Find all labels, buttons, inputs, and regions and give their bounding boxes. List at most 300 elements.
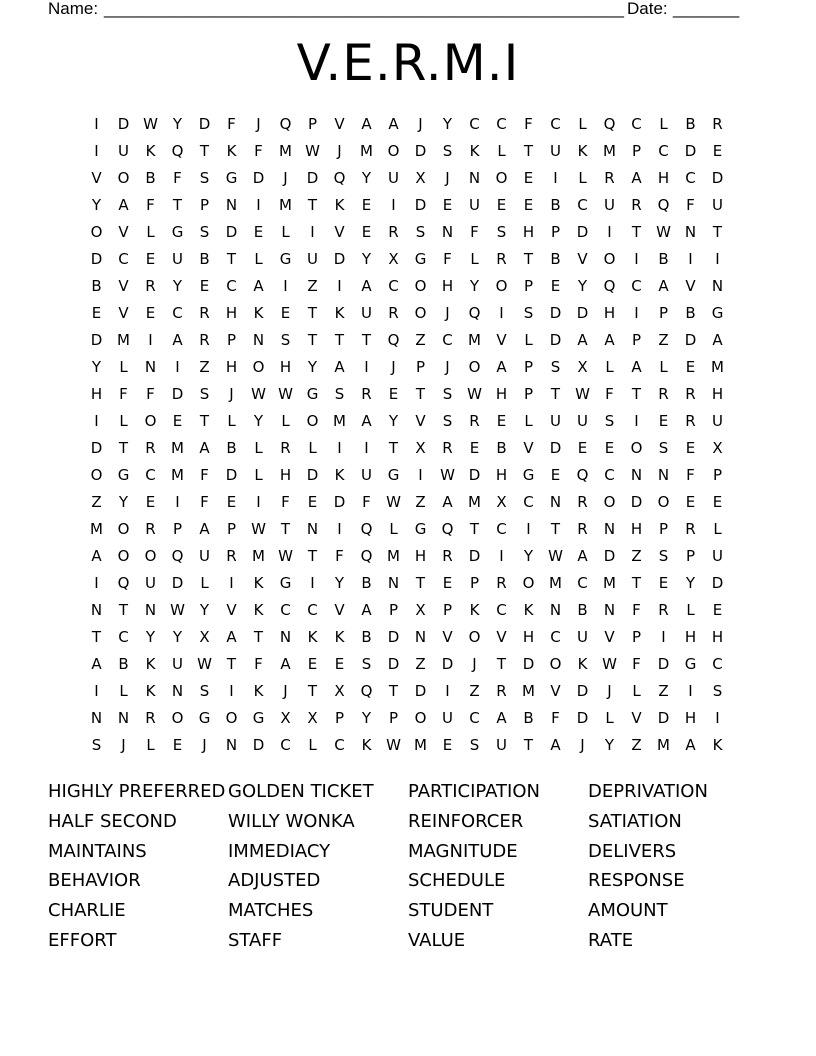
grid-letter[interactable]: Q xyxy=(576,466,589,484)
grid-letter[interactable]: C xyxy=(631,115,642,133)
grid-letter[interactable]: Z xyxy=(658,682,669,700)
grid-letter[interactable]: I xyxy=(634,412,639,430)
grid-letter[interactable]: E xyxy=(442,574,453,592)
grid-letter[interactable]: L xyxy=(524,331,533,349)
grid-letter[interactable]: J xyxy=(256,115,261,133)
grid-letter[interactable]: U xyxy=(145,574,156,592)
grid-letter[interactable]: H xyxy=(711,628,724,646)
grid-letter[interactable]: T xyxy=(523,142,534,160)
grid-letter[interactable]: J xyxy=(283,169,288,187)
grid-letter[interactable]: V xyxy=(604,628,615,646)
grid-letter[interactable]: L xyxy=(632,682,641,700)
grid-letter[interactable]: H xyxy=(279,466,292,484)
grid-letter[interactable]: J xyxy=(445,358,450,376)
grid-letter[interactable]: L xyxy=(524,412,533,430)
grid-letter[interactable]: S xyxy=(199,169,210,187)
grid-letter[interactable]: M xyxy=(468,493,481,511)
grid-letter[interactable]: A xyxy=(334,358,345,376)
grid-letter[interactable]: F xyxy=(200,466,209,484)
grid-letter[interactable]: R xyxy=(685,385,696,403)
grid-letter[interactable]: W xyxy=(602,655,617,673)
grid-letter[interactable]: G xyxy=(414,250,427,268)
grid-letter[interactable]: H xyxy=(522,628,535,646)
grid-letter[interactable]: T xyxy=(226,655,237,673)
grid-letter[interactable]: T xyxy=(550,520,561,538)
grid-letter[interactable]: E xyxy=(307,493,318,511)
grid-letter[interactable]: L xyxy=(659,115,668,133)
grid-letter[interactable]: P xyxy=(523,358,534,376)
grid-letter[interactable]: O xyxy=(144,412,157,430)
grid-letter[interactable]: H xyxy=(603,304,616,322)
grid-letter[interactable]: S xyxy=(199,682,210,700)
grid-letter[interactable]: B xyxy=(550,196,561,214)
grid-letter[interactable]: U xyxy=(577,412,588,430)
grid-letter[interactable]: A xyxy=(118,196,129,214)
grid-letter[interactable]: D xyxy=(576,682,589,700)
grid-letter[interactable]: T xyxy=(334,331,345,349)
grid-letter[interactable]: G xyxy=(171,223,184,241)
grid-letter[interactable]: B xyxy=(685,304,696,322)
grid-letter[interactable]: O xyxy=(495,277,508,295)
grid-letter[interactable]: A xyxy=(604,331,615,349)
date-field-line[interactable]: _______ xyxy=(673,0,740,18)
grid-letter[interactable]: C xyxy=(550,115,561,133)
grid-letter[interactable]: G xyxy=(117,466,130,484)
grid-letter[interactable]: C xyxy=(172,304,183,322)
grid-letter[interactable]: I xyxy=(634,304,639,322)
grid-letter[interactable]: X xyxy=(388,250,399,268)
grid-letter[interactable]: I xyxy=(337,439,342,457)
grid-letter[interactable]: B xyxy=(226,439,237,457)
grid-letter[interactable]: T xyxy=(253,628,264,646)
grid-letter[interactable]: I xyxy=(499,547,504,565)
grid-letter[interactable]: R xyxy=(442,547,453,565)
grid-letter[interactable]: D xyxy=(252,169,265,187)
grid-letter[interactable]: P xyxy=(334,709,345,727)
grid-letter[interactable]: R xyxy=(388,223,399,241)
grid-letter[interactable]: L xyxy=(281,412,290,430)
grid-letter[interactable]: I xyxy=(499,304,504,322)
grid-letter[interactable]: I xyxy=(229,682,234,700)
grid-letter[interactable]: K xyxy=(469,142,480,160)
grid-letter[interactable]: T xyxy=(118,601,129,619)
grid-letter[interactable]: H xyxy=(522,223,535,241)
grid-letter[interactable]: G xyxy=(279,250,292,268)
grid-letter[interactable]: A xyxy=(91,655,102,673)
grid-letter[interactable]: D xyxy=(468,466,481,484)
grid-letter[interactable]: I xyxy=(310,223,315,241)
grid-letter[interactable]: I xyxy=(715,250,720,268)
grid-letter[interactable]: K xyxy=(253,574,264,592)
grid-letter[interactable]: G xyxy=(198,709,211,727)
grid-letter[interactable]: Y xyxy=(442,115,453,133)
grid-letter[interactable]: R xyxy=(685,520,696,538)
grid-letter[interactable]: A xyxy=(577,547,588,565)
grid-letter[interactable]: N xyxy=(90,601,103,619)
grid-letter[interactable]: P xyxy=(226,331,237,349)
grid-letter[interactable]: A xyxy=(712,331,723,349)
grid-letter[interactable]: Y xyxy=(388,412,399,430)
grid-letter[interactable]: M xyxy=(468,331,481,349)
grid-letter[interactable]: U xyxy=(469,196,480,214)
grid-letter[interactable]: E xyxy=(712,142,723,160)
grid-letter[interactable]: W xyxy=(386,493,401,511)
grid-letter[interactable]: H xyxy=(711,385,724,403)
grid-letter[interactable]: C xyxy=(496,520,507,538)
grid-letter[interactable]: L xyxy=(200,574,209,592)
grid-letter[interactable]: V xyxy=(226,601,237,619)
grid-letter[interactable]: R xyxy=(145,439,156,457)
grid-letter[interactable]: Q xyxy=(171,547,184,565)
grid-letter[interactable]: B xyxy=(550,250,561,268)
grid-letter[interactable]: B xyxy=(685,115,696,133)
grid-letter[interactable]: I xyxy=(256,493,261,511)
grid-letter[interactable]: R xyxy=(361,385,372,403)
grid-letter[interactable]: C xyxy=(334,736,345,754)
grid-letter[interactable]: F xyxy=(254,655,263,673)
grid-letter[interactable]: P xyxy=(712,466,723,484)
grid-letter[interactable]: E xyxy=(523,196,534,214)
grid-letter[interactable]: D xyxy=(576,223,589,241)
grid-letter[interactable]: V xyxy=(118,223,129,241)
grid-letter[interactable]: T xyxy=(496,655,507,673)
grid-letter[interactable]: C xyxy=(388,277,399,295)
grid-letter[interactable]: D xyxy=(684,142,697,160)
grid-letter[interactable]: S xyxy=(199,385,210,403)
grid-letter[interactable]: O xyxy=(225,709,238,727)
grid-letter[interactable]: I xyxy=(337,277,342,295)
grid-letter[interactable]: U xyxy=(604,196,615,214)
grid-letter[interactable]: F xyxy=(686,466,695,484)
grid-letter[interactable]: Y xyxy=(91,358,102,376)
grid-letter[interactable]: P xyxy=(226,520,237,538)
grid-letter[interactable]: O xyxy=(630,439,643,457)
grid-letter[interactable]: S xyxy=(523,304,534,322)
grid-letter[interactable]: T xyxy=(307,682,318,700)
grid-letter[interactable]: P xyxy=(523,385,534,403)
grid-letter[interactable]: D xyxy=(306,169,319,187)
grid-letter[interactable]: D xyxy=(711,169,724,187)
grid-letter[interactable]: X xyxy=(415,169,426,187)
grid-letter[interactable]: N xyxy=(711,277,724,295)
grid-letter[interactable]: R xyxy=(388,304,399,322)
grid-letter[interactable]: X xyxy=(577,358,588,376)
grid-letter[interactable]: M xyxy=(279,196,292,214)
grid-letter[interactable]: Q xyxy=(387,331,400,349)
grid-letter[interactable]: K xyxy=(334,196,345,214)
grid-letter[interactable]: Q xyxy=(360,520,373,538)
grid-letter[interactable]: Y xyxy=(91,196,102,214)
grid-letter[interactable]: G xyxy=(711,304,724,322)
grid-letter[interactable]: I xyxy=(310,574,315,592)
grid-letter[interactable]: Y xyxy=(199,601,210,619)
grid-letter[interactable]: U xyxy=(550,412,561,430)
grid-letter[interactable]: Y xyxy=(361,169,372,187)
grid-letter[interactable]: F xyxy=(551,709,560,727)
grid-letter[interactable]: A xyxy=(442,493,453,511)
grid-letter[interactable]: A xyxy=(361,412,372,430)
grid-letter[interactable]: O xyxy=(117,169,130,187)
grid-letter[interactable]: P xyxy=(388,601,399,619)
grid-letter[interactable]: A xyxy=(361,601,372,619)
grid-letter[interactable]: Q xyxy=(657,196,670,214)
grid-letter[interactable]: S xyxy=(604,412,615,430)
grid-letter[interactable]: M xyxy=(252,547,265,565)
grid-letter[interactable]: G xyxy=(306,385,319,403)
grid-letter[interactable]: F xyxy=(227,115,236,133)
grid-letter[interactable]: H xyxy=(657,169,670,187)
grid-letter[interactable]: O xyxy=(414,709,427,727)
grid-letter[interactable]: L xyxy=(686,601,695,619)
grid-letter[interactable]: L xyxy=(254,250,263,268)
grid-letter[interactable]: S xyxy=(361,655,372,673)
grid-letter[interactable]: E xyxy=(523,169,534,187)
grid-letter[interactable]: O xyxy=(90,223,103,241)
grid-letter[interactable]: A xyxy=(550,736,561,754)
grid-letter[interactable]: T xyxy=(712,223,723,241)
grid-letter[interactable]: I xyxy=(256,196,261,214)
grid-letter[interactable]: O xyxy=(117,547,130,565)
grid-letter[interactable]: R xyxy=(658,601,669,619)
grid-letter[interactable]: A xyxy=(658,277,669,295)
grid-letter[interactable]: P xyxy=(415,358,426,376)
grid-letter[interactable]: J xyxy=(607,682,612,700)
grid-letter[interactable]: T xyxy=(388,439,399,457)
grid-letter[interactable]: C xyxy=(469,115,480,133)
grid-letter[interactable]: E xyxy=(145,493,156,511)
grid-letter[interactable]: V xyxy=(577,250,588,268)
grid-letter[interactable]: Z xyxy=(199,358,210,376)
grid-letter[interactable]: D xyxy=(414,196,427,214)
grid-letter[interactable]: E xyxy=(442,196,453,214)
grid-letter[interactable]: S xyxy=(415,223,426,241)
grid-letter[interactable]: T xyxy=(523,736,534,754)
grid-letter[interactable]: F xyxy=(362,493,371,511)
grid-letter[interactable]: I xyxy=(94,682,99,700)
grid-letter[interactable]: Z xyxy=(415,493,426,511)
grid-letter[interactable]: U xyxy=(361,466,372,484)
grid-letter[interactable]: N xyxy=(144,601,157,619)
grid-letter[interactable]: L xyxy=(578,169,587,187)
grid-letter[interactable]: C xyxy=(469,709,480,727)
grid-letter[interactable]: E xyxy=(685,439,696,457)
grid-letter[interactable]: D xyxy=(387,655,400,673)
grid-letter[interactable]: E xyxy=(280,304,291,322)
grid-letter[interactable]: U xyxy=(712,412,723,430)
grid-letter[interactable]: B xyxy=(118,655,129,673)
grid-letter[interactable]: X xyxy=(199,628,210,646)
grid-letter[interactable]: N xyxy=(684,223,697,241)
grid-letter[interactable]: D xyxy=(333,250,346,268)
grid-letter[interactable]: I xyxy=(688,682,693,700)
grid-letter[interactable]: D xyxy=(711,574,724,592)
grid-letter[interactable]: T xyxy=(172,196,183,214)
grid-letter[interactable]: L xyxy=(605,358,614,376)
grid-letter[interactable]: C xyxy=(118,250,129,268)
grid-letter[interactable]: W xyxy=(656,223,671,241)
grid-letter[interactable]: O xyxy=(387,142,400,160)
grid-letter[interactable]: W xyxy=(170,601,185,619)
grid-letter[interactable]: U xyxy=(361,304,372,322)
grid-letter[interactable]: X xyxy=(415,601,426,619)
grid-letter[interactable]: E xyxy=(145,250,156,268)
grid-letter[interactable]: D xyxy=(171,574,184,592)
grid-letter[interactable]: Y xyxy=(172,115,183,133)
grid-letter[interactable]: Q xyxy=(603,115,616,133)
grid-letter[interactable]: O xyxy=(468,628,481,646)
grid-letter[interactable]: D xyxy=(414,142,427,160)
grid-letter[interactable]: X xyxy=(496,493,507,511)
grid-letter[interactable]: G xyxy=(387,466,400,484)
grid-letter[interactable]: C xyxy=(685,169,696,187)
grid-letter[interactable]: C xyxy=(118,628,129,646)
grid-letter[interactable]: O xyxy=(495,169,508,187)
grid-letter[interactable]: A xyxy=(577,331,588,349)
grid-letter[interactable]: K xyxy=(145,655,156,673)
grid-letter[interactable]: J xyxy=(121,736,126,754)
grid-letter[interactable]: V xyxy=(685,277,696,295)
grid-letter[interactable]: O xyxy=(90,466,103,484)
grid-letter[interactable]: E xyxy=(469,439,480,457)
grid-letter[interactable]: E xyxy=(496,196,507,214)
grid-letter[interactable]: O xyxy=(252,358,265,376)
grid-letter[interactable]: S xyxy=(199,223,210,241)
grid-letter[interactable]: A xyxy=(199,520,210,538)
grid-letter[interactable]: Y xyxy=(145,628,156,646)
grid-letter[interactable]: M xyxy=(360,142,373,160)
grid-letter[interactable]: M xyxy=(603,574,616,592)
grid-letter[interactable]: Q xyxy=(441,520,454,538)
grid-letter[interactable]: V xyxy=(523,439,534,457)
grid-letter[interactable]: K xyxy=(253,601,264,619)
grid-letter[interactable]: R xyxy=(496,250,507,268)
grid-letter[interactable]: T xyxy=(415,385,426,403)
grid-letter[interactable]: Z xyxy=(91,493,102,511)
grid-letter[interactable]: I xyxy=(688,250,693,268)
grid-letter[interactable]: M xyxy=(171,466,184,484)
grid-letter[interactable]: S xyxy=(658,547,669,565)
name-field-line[interactable]: _______________________________________________________ xyxy=(104,0,625,18)
grid-letter[interactable]: C xyxy=(226,277,237,295)
grid-letter[interactable]: R xyxy=(577,493,588,511)
grid-letter[interactable]: N xyxy=(603,520,616,538)
grid-letter[interactable]: O xyxy=(171,709,184,727)
grid-letter[interactable]: F xyxy=(173,169,182,187)
grid-letter[interactable]: Y xyxy=(523,547,534,565)
grid-letter[interactable]: O xyxy=(117,520,130,538)
grid-letter[interactable]: F xyxy=(146,196,155,214)
grid-letter[interactable]: C xyxy=(550,628,561,646)
grid-letter[interactable]: L xyxy=(146,223,155,241)
grid-letter[interactable]: A xyxy=(496,358,507,376)
grid-letter[interactable]: H xyxy=(225,304,238,322)
grid-letter[interactable]: N xyxy=(387,574,400,592)
grid-letter[interactable]: B xyxy=(577,601,588,619)
grid-letter[interactable]: B xyxy=(658,250,669,268)
grid-letter[interactable]: T xyxy=(226,250,237,268)
grid-letter[interactable]: U xyxy=(550,142,561,160)
grid-letter[interactable]: L xyxy=(389,520,398,538)
grid-letter[interactable]: D xyxy=(549,439,562,457)
grid-letter[interactable]: E xyxy=(361,196,372,214)
grid-letter[interactable]: O xyxy=(603,493,616,511)
grid-letter[interactable]: J xyxy=(391,358,396,376)
grid-letter[interactable]: T xyxy=(523,250,534,268)
grid-letter[interactable]: F xyxy=(146,385,155,403)
grid-letter[interactable]: E xyxy=(91,304,102,322)
grid-letter[interactable]: D xyxy=(252,736,265,754)
grid-letter[interactable]: M xyxy=(171,439,184,457)
grid-letter[interactable]: T xyxy=(631,223,642,241)
grid-letter[interactable]: Z xyxy=(415,331,426,349)
grid-letter[interactable]: E xyxy=(172,412,183,430)
grid-letter[interactable]: P xyxy=(631,628,642,646)
grid-letter[interactable]: R xyxy=(145,520,156,538)
grid-letter[interactable]: Y xyxy=(361,709,372,727)
grid-letter[interactable]: R xyxy=(145,277,156,295)
grid-letter[interactable]: H xyxy=(495,385,508,403)
grid-letter[interactable]: M xyxy=(117,331,130,349)
grid-letter[interactable]: O xyxy=(414,277,427,295)
grid-letter[interactable]: U xyxy=(712,547,723,565)
grid-letter[interactable]: E xyxy=(253,223,264,241)
grid-letter[interactable]: L xyxy=(227,412,236,430)
grid-letter[interactable]: X xyxy=(307,709,318,727)
grid-letter[interactable]: F xyxy=(524,115,533,133)
grid-letter[interactable]: V xyxy=(118,304,129,322)
grid-letter[interactable]: T xyxy=(199,142,210,160)
grid-letter[interactable]: M xyxy=(279,142,292,160)
grid-letter[interactable]: W xyxy=(548,547,563,565)
grid-letter[interactable]: I xyxy=(364,358,369,376)
grid-letter[interactable]: K xyxy=(577,142,588,160)
grid-letter[interactable]: K xyxy=(577,655,588,673)
grid-letter[interactable]: E xyxy=(604,439,615,457)
grid-letter[interactable]: Z xyxy=(307,277,318,295)
grid-letter[interactable]: K xyxy=(145,682,156,700)
grid-letter[interactable]: T xyxy=(199,412,210,430)
grid-letter[interactable]: E xyxy=(577,439,588,457)
grid-letter[interactable]: F xyxy=(335,547,344,565)
grid-letter[interactable]: H xyxy=(90,385,103,403)
grid-letter[interactable]: I xyxy=(283,277,288,295)
grid-letter[interactable]: W xyxy=(251,385,266,403)
grid-letter[interactable]: I xyxy=(526,520,531,538)
grid-letter[interactable]: U xyxy=(496,736,507,754)
grid-letter[interactable]: L xyxy=(146,736,155,754)
grid-letter[interactable]: N xyxy=(144,358,157,376)
grid-letter[interactable]: A xyxy=(388,115,399,133)
grid-letter[interactable]: R xyxy=(658,385,669,403)
grid-letter[interactable]: T xyxy=(361,331,372,349)
grid-letter[interactable]: S xyxy=(91,736,102,754)
grid-letter[interactable]: S xyxy=(334,385,345,403)
grid-letter[interactable]: N xyxy=(225,196,238,214)
grid-letter[interactable]: W xyxy=(467,385,482,403)
grid-letter[interactable]: S xyxy=(712,682,723,700)
grid-letter[interactable]: L xyxy=(578,115,587,133)
grid-letter[interactable]: C xyxy=(145,466,156,484)
grid-letter[interactable]: F xyxy=(632,601,641,619)
grid-letter[interactable]: N xyxy=(225,736,238,754)
grid-letter[interactable]: I xyxy=(418,466,423,484)
grid-letter[interactable]: J xyxy=(472,655,477,673)
grid-letter[interactable]: Q xyxy=(603,277,616,295)
grid-letter[interactable]: P xyxy=(685,547,696,565)
grid-letter[interactable]: Y xyxy=(577,277,588,295)
grid-letter[interactable]: H xyxy=(630,520,643,538)
grid-letter[interactable]: Y xyxy=(469,277,480,295)
